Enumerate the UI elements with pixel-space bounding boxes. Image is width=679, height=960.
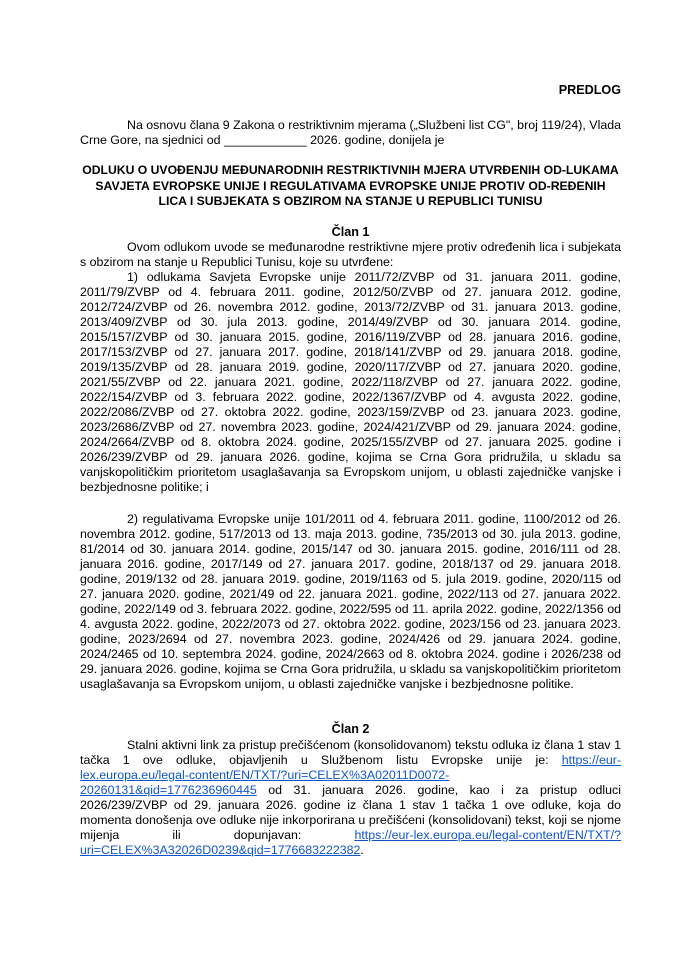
article-1-item-1: 1) odlukama Savjeta Evropske unije 2011/72/ZVBP od 31. januara 2011. godine, 2011/79/ZVBP od 4. februara 2011. godine, 2012/50/ZVBP od 27. januara 2012. godine, 2012/724/ZVBP od 26. novembra 2012. godine, 2013/72/ZVBP od 31. januara 2013. godine, 2013/409/ZVBP od 30. jula 2013. godine, 2014/49/ZVBP od 30. januara 2014. godine, 2015/157/ZVBP od 30. januara 2015. godine, 2016/119/ZVBP od 28. januara 2016. godine, 2017/153/ZVBP od 27. januara 2017. godine, 2018/141/ZVBP od 29. januara 2018. godine, 2019/135/ZVBP od 28. januara 2019. godine, 2020/117/ZVBP od 27. januara 2020. godine, 2021/55/ZVBP od 22. januara 2021. godine, 2022/118/ZVBP od 27. januara 2022. godine, 2022/154/ZVBP od 3. februara 2022. godine, 2022/1367/ZVBP od 4. avgusta 2022. godine, 2022/2086/ZVBP od 27. oktobra 2022. godine, 2023/159/ZVBP od 23. januara 2023. godine, 2023/2686/ZVBP od 27. novembra 2023. godine, 2024/421/ZVBP od 29. januara 2024. godine, 2024/2664/ZVBP od 8. oktobra 2024. godine, 2025/155/ZVBP od 27. januara 2025. godine i 2026/239/ZVBP od 29. januara 2026. godine, kojima se Crna Gora pridružila, u skladu sa vanjskopolitičkim prioritetom usaglašavanja sa Evropskom unijom, u oblasti zajedničke vanjske i bezbjednosne politike; i [80, 270, 621, 494]
decision-2026-239-link[interactable]: https://eur-lex.europa.eu/legal-content/EN/TXT/?uri=CELEX%3A32026D0239&qid=1776683222382 [80, 828, 621, 857]
article-2-heading: Član 2 [331, 722, 370, 736]
article-1-intro: Ovom odlukom uvode se međunarodne restriktivne mjere protiv određenih lica i subjekata s obzirom na stanje u Republici Tunisu, koje su utvrđene: [80, 240, 621, 269]
consolidated-text-link[interactable]: https://eur-lex.europa.eu/legal-content/EN/TXT/?uri=CELEX%3A02011D0072-20260131&qid=1776236960445 [80, 753, 621, 797]
article-2-text-c: . [360, 843, 364, 857]
preamble-paragraph: Na osnovu člana 9 Zakona o restriktivnim mjerama („Službeni list CG", broj 119/24), Vlada Crne Gore, na sjednici od ____________ 2026. godine, donijela je [80, 118, 621, 147]
article-1-heading: Član 1 [331, 225, 370, 239]
decision-title: ODLUKU O UVOĐENJU MEĐUNARODNIH RESTRIKTIVNIH MJERA UTVRĐENIH OD-LUKAMA SAVJETA EVROPSKE UNIJE I REGULATIVAMA EVROPSKE UNIJE PROTIV OD-REĐENIH LICA I SUBJEKATA S OBZIROM NA STANJE U REPUBLICI TUNISU [82, 163, 619, 208]
proposal-label: PREDLOG [558, 83, 621, 97]
article-2-text-a: Stalni aktivni link za pristup prečišćenom (konsolidovanom) tekstu odluka iz člana 1 stav 1 tačka 1 ove odluke, objavljenih u Službenom listu Evropske unije je: [80, 738, 621, 767]
article-1-item-2: 2) regulativama Evropske unije 101/2011 od 4. februara 2011. godine, 1100/2012 od 26. novembra 2012. godine, 517/2013 od 13. maja 2013. godine, 735/2013 od 30. jula 2013. godine, 81/2014 od 30. januara 2014. godine, 2015/147 od 30. januara 2015. godine, 2016/111 od 28. januara 2016. godine, 2017/149 od 27. januara 2017. godine, 2018/137 od 29. januara 2018. godine, 2019/132 od 28. januara 2019. godine, 2019/1163 od 5. jula 2019. godine, 2020/115 od 27. januara 2020. godine, 2021/49 od 22. januara 2021. godine, 2022/113 od 27. januara 2022. godine, 2022/149 od 3. februara 2022. godine, 2022/595 od 11. aprila 2022. godine, 2022/1356 od 4. avgusta 2022. godine, 2022/2073 od 27. oktobra 2022. godine, 2023/156 od 23. januara 2023. godine, 2023/2694 od 27. novembra 2023. godine, 2024/426 od 29. januara 2024. godine, 2024/2465 od 10. septembra 2024. godine, 2024/2663 od 8. oktobra 2024. godine i 2026/238 od 29. januara 2026. godine, kojima se Crna Gora pridružila, u skladu sa vanjskopolitičkim prioritetom usaglašavanja sa Evropskom unijom, u oblasti zajedničke vanjske i bezbjednosne politike. [80, 512, 621, 691]
article-2-paragraph [80, 738, 621, 858]
article-2-text-b: od 31. januara 2026. godine, kao i za pristup odluci 2026/239/ZVBP od 29. januara 2026. godine iz člana 1 stav 1 tačka 1 ove odluke, koja do momenta donošenja ove odluke nije inkorporirana u prečišćeni (konsolidovani) tekst, koji se njome mijenja ili dopunjavan: [80, 783, 621, 842]
